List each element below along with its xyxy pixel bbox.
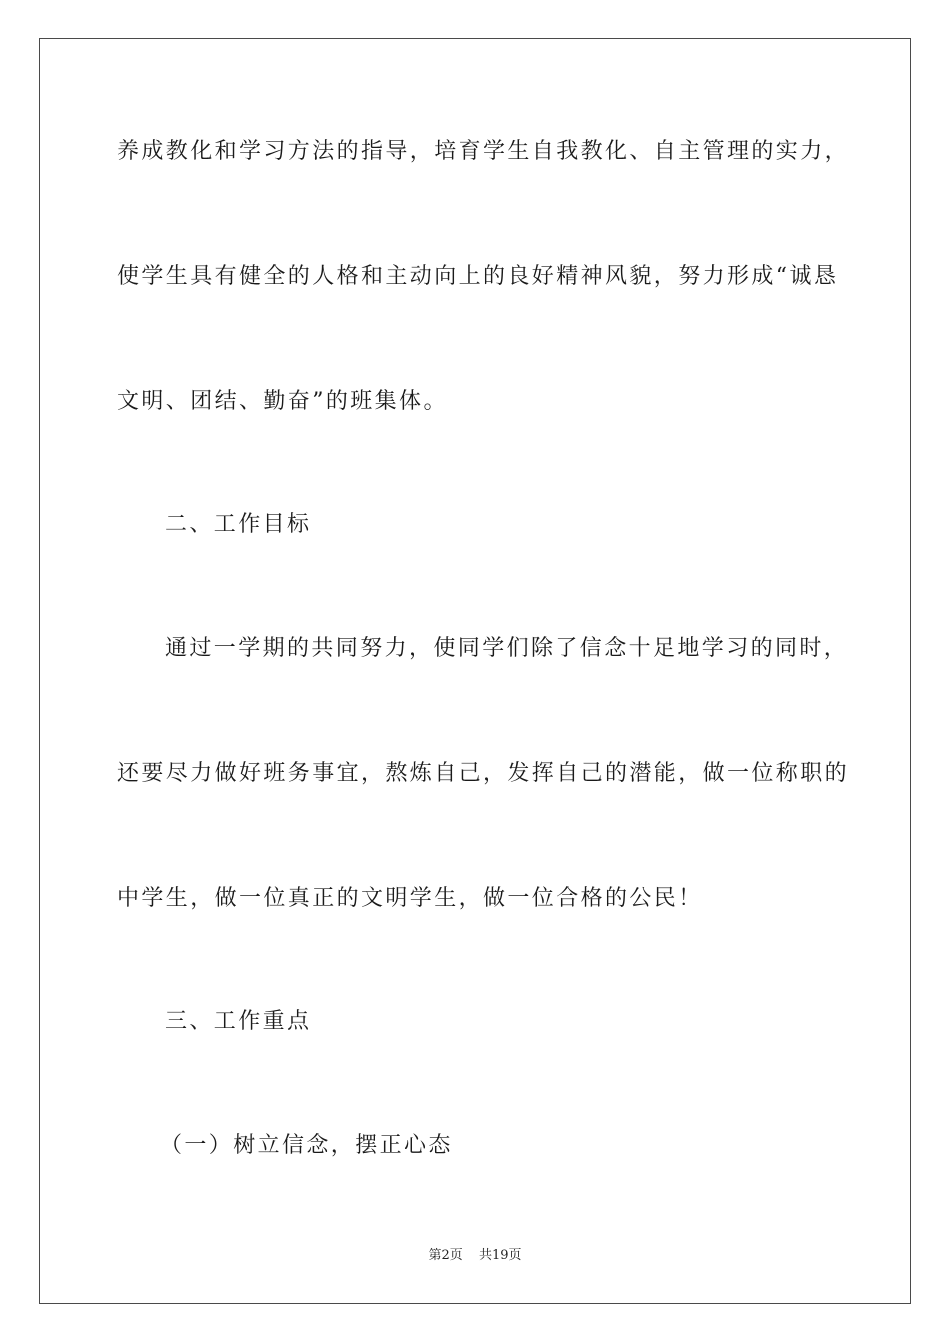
page-number: 第2页 [428, 1248, 463, 1263]
body-text-line: 通过一学期的共同努力，使同学们除了信念十足地学习的同时， [165, 636, 849, 661]
total-pages: 共19页 [478, 1248, 522, 1263]
body-text-line: 养成教化和学习方法的指导，培育学生自我教化、自主管理的实力， [117, 139, 850, 164]
body-text-line: 还要尽力做好班务事宜，熬炼自己，发挥自己的潜能，做一位称职的 [117, 761, 850, 786]
subsection-heading: （一）树立信念，摆正心态 [160, 1133, 453, 1158]
page-footer [0, 1246, 950, 1266]
body-text-line: 中学生，做一位真正的文明学生，做一位合格的公民！ [117, 886, 703, 911]
body-text-line: 使学生具有健全的人格和主动向上的良好精神风貌，努力形成“诚恳 [117, 264, 839, 289]
section-heading-work-focus: 三、工作重点 [165, 1009, 312, 1034]
page-border [39, 38, 911, 1304]
section-heading-work-goals: 二、工作目标 [165, 512, 312, 537]
body-text-line: 文明、团结、勤奋”的班集体。 [117, 389, 448, 414]
